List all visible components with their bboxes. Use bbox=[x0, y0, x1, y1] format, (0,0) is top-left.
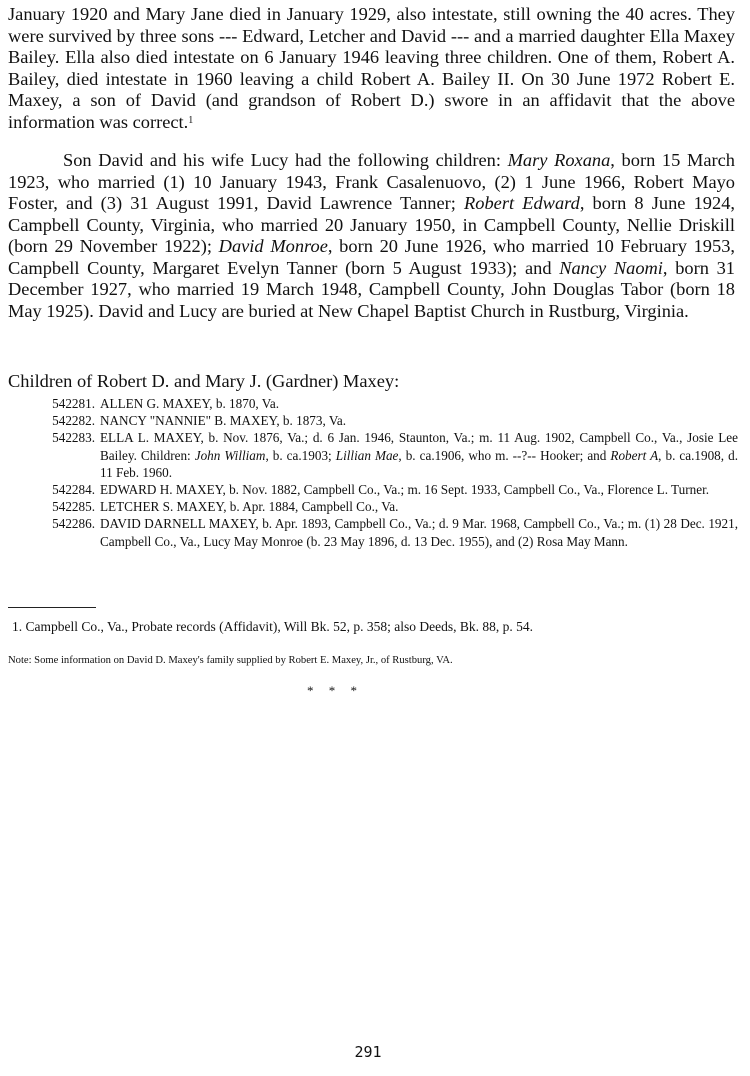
children-list bbox=[8, 395, 738, 550]
footnote-reference: 1 bbox=[188, 114, 194, 126]
entry-text: NANCY "NANNIE" B. MAXEY, b. 1873, Va. bbox=[100, 413, 347, 429]
paragraph-david-children bbox=[8, 150, 735, 322]
source-note: Note: Some information on David D. Maxey's family supplied by Robert E. Maxey, Jr., of Rustburg, VA. bbox=[8, 655, 453, 666]
grandchild-name: Robert A bbox=[610, 447, 659, 463]
paragraph-text: , born 31 December 1927, who married 19 March 1948, Campbell County, John Douglas Tabor (born 18 May 1925). David and Lucy are buried at New Chapel Baptist Church in Rustburg, Virginia. bbox=[8, 257, 735, 321]
entry-number: 542281. bbox=[52, 396, 95, 411]
entry-text: EDWARD H. MAXEY, b. Nov. 1882, Campbell Co., Va.; m. 16 Sept. 1933, Campbell Co., Va., Florence L. Turner. bbox=[100, 482, 710, 498]
entry-number: 542286. bbox=[52, 516, 95, 532]
child-name-david: David Monroe bbox=[218, 236, 328, 256]
entry-text-part: , b. ca.1906, who m. --?-- Hooker; and bbox=[398, 447, 611, 463]
list-item bbox=[8, 412, 738, 429]
children-heading: Children of Robert D. and Mary J. (Gardner) Maxey: bbox=[8, 371, 400, 391]
entry-text: DAVID DARNELL MAXEY, b. Apr. 1893, Campbell Co., Va.; d. 9 Mar. 1968, Campbell Co., Va.; m. (1) 28 Dec. 1921, Campbell Co., Va., Lucy May Monroe (b. 23 May 1896, d. 13 Dec. 1955), and (2) Rosa May Mann. bbox=[100, 516, 738, 549]
entry-text bbox=[95, 429, 738, 481]
list-item bbox=[8, 395, 738, 412]
entry-text: ALLEN G. MAXEY, b. 1870, Va. bbox=[100, 396, 280, 411]
entry-number: 542282. bbox=[52, 413, 95, 429]
footnote-divider bbox=[8, 607, 96, 608]
entry-number: 542284. bbox=[52, 482, 95, 498]
paragraph-text: , born 8 June 1924, Campbell County, Virginia, who married 20 January 1950, in Campbell County, Nellie Driskill (born 29 November 1922); bbox=[8, 193, 735, 256]
list-item bbox=[8, 429, 738, 481]
paragraph-text: , born 15 March 1923, who married (1) 10 January 1943, Frank Casalenuovo, (2) 1 June 1966, Robert Mayo Foster, and (3) 31 August 1991, David Lawrence Tanner; bbox=[8, 150, 735, 213]
list-item bbox=[8, 515, 738, 549]
child-name-mary: Mary Roxana bbox=[507, 150, 611, 170]
grandchild-name: John William bbox=[194, 447, 266, 463]
entry-text-part: , b. ca.1903; bbox=[265, 447, 336, 463]
section-separator: * * * bbox=[307, 683, 363, 698]
footnote: 1. Campbell Co., Va., Probate records (Affidavit), Will Bk. 52, p. 358; also Deeds, Bk. 88, p. 54. bbox=[12, 619, 534, 634]
entry-number: 542283. bbox=[52, 430, 95, 446]
grandchild-name: Lillian Mae bbox=[335, 447, 399, 463]
list-item bbox=[8, 498, 738, 515]
entry-text-part: ELLA L. MAXEY, b. Nov. 1876, Va.; d. 6 Jan. 1946, Staunton, Va.; m. 11 Aug. 1902, Campbell Co., Va., Josie Lee Bailey. Children: bbox=[100, 430, 738, 463]
entry-text: LETCHER S. MAXEY, b. Apr. 1884, Campbell Co., Va. bbox=[100, 499, 399, 515]
entry-text-part: , b. ca.1908, d. 11 Feb. 1960. bbox=[100, 447, 738, 480]
child-name-robert: Robert Edward bbox=[464, 193, 580, 213]
entry-number: 542285. bbox=[52, 499, 95, 515]
list-item bbox=[8, 481, 738, 498]
paragraph-intestate-history bbox=[8, 4, 735, 133]
child-name-nancy: Nancy Naomi bbox=[559, 257, 663, 278]
paragraph-text: , born 20 June 1926, who married 10 February 1953, Campbell County, Margaret Evelyn Tanner (born 5 August 1933); and bbox=[8, 236, 735, 278]
paragraph-text: January 1920 and Mary Jane died in January 1929, also intestate, still owning the 40 acres. They were survived by three sons --- Edward, Letcher and David --- and a married daughter Ella Maxey Bailey. Ella also died intestate on 6 January 1946 leaving three children. One of them, Robert A. Bailey, died intestate in 1960 leaving a child Robert A. Bailey II. On 30 June 1972 Robert E. Maxey, a son of David (and grandson of Robert D.) swore in an affidavit that the above information was correct. bbox=[8, 4, 735, 132]
page-number: 291 bbox=[354, 1043, 382, 1061]
paragraph-text: Son David and his wife Lucy had the following children: bbox=[63, 150, 508, 170]
